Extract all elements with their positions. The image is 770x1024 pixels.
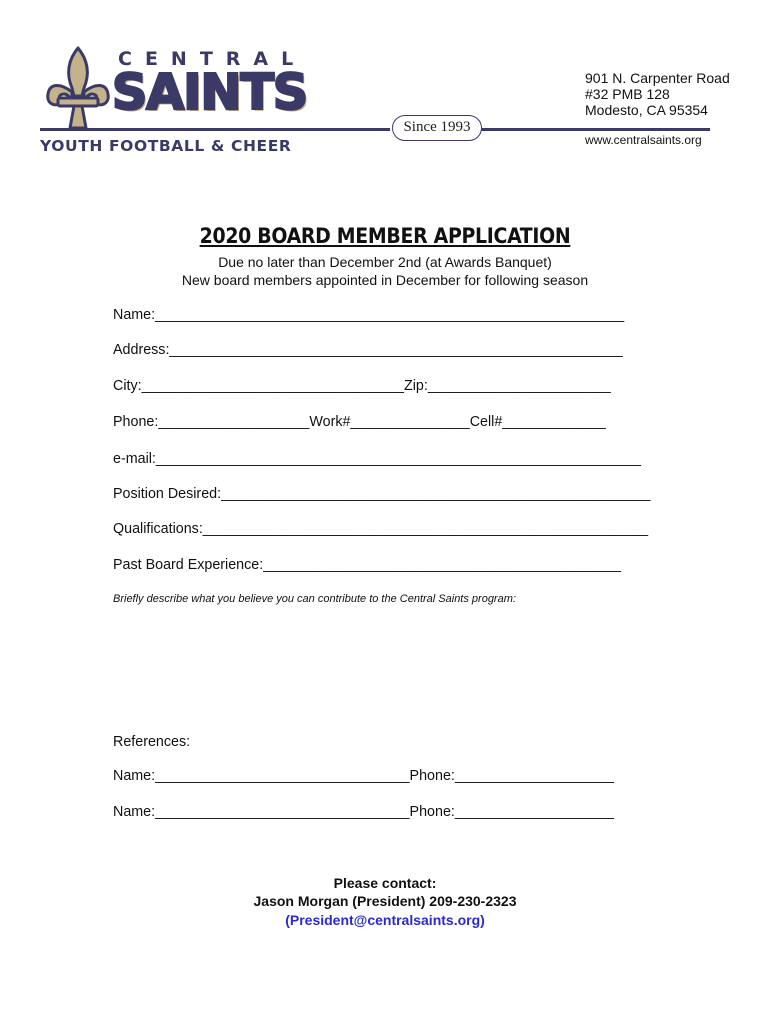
address-line-2: #32 PMB 128 <box>585 86 670 102</box>
reference-1-field[interactable]: Name:________________________________Phone:____________________ <box>113 768 614 784</box>
website-url: www.centralsaints.org <box>585 133 702 147</box>
mailing-address <box>585 70 730 118</box>
since-badge: Since 1993 <box>392 115 482 141</box>
email-field[interactable]: e-mail:_____________________________________________________________ <box>113 451 641 467</box>
city-zip-field[interactable]: City:_________________________________Zip:_______________________ <box>113 378 611 394</box>
fleur-de-lis-icon <box>44 44 112 132</box>
document-title: 2020 BOARD MEMBER APPLICATION <box>199 224 571 248</box>
qualifications-field[interactable]: Qualifications:________________________________________________________ <box>113 521 649 537</box>
header-divider-right <box>478 128 710 131</box>
contact-person: Jason Morgan (President) 209-230-2323 <box>253 893 517 909</box>
central-saints-logo <box>40 42 310 162</box>
address-line-3: Modesto, CA 95354 <box>585 102 708 118</box>
deadline-note: Due no later than December 2nd (at Awards Banquet) <box>218 254 552 270</box>
reference-2-field[interactable]: Name:________________________________Phone:____________________ <box>113 804 614 820</box>
past-board-experience-field[interactable]: Past Board Experience:_____________________________________________ <box>113 557 622 573</box>
header-divider <box>40 128 390 131</box>
contact-email-link[interactable]: (President@centralsaints.org) <box>285 912 485 928</box>
address-field[interactable]: Address:_________________________________________________________ <box>113 342 623 358</box>
org-name-central: CENTRAL <box>118 48 307 70</box>
position-desired-field[interactable]: Position Desired:______________________________________________________ <box>113 486 651 502</box>
org-tagline: YOUTH FOOTBALL & CHEER <box>40 137 292 155</box>
org-name-saints: SAINTS <box>112 64 308 121</box>
name-field[interactable]: Name:___________________________________________________________ <box>113 307 625 323</box>
contact-heading: Please contact: <box>333 875 437 891</box>
phone-work-cell-field[interactable]: Phone:___________________Work#_______________Cell#_____________ <box>113 414 606 430</box>
references-heading: References: <box>113 734 191 750</box>
appointment-note: New board members appointed in December for following season <box>181 272 589 288</box>
contribution-prompt: Briefly describe what you believe you can contribute to the Central Saints program: <box>113 593 516 605</box>
address-line-1: 901 N. Carpenter Road <box>585 70 730 86</box>
